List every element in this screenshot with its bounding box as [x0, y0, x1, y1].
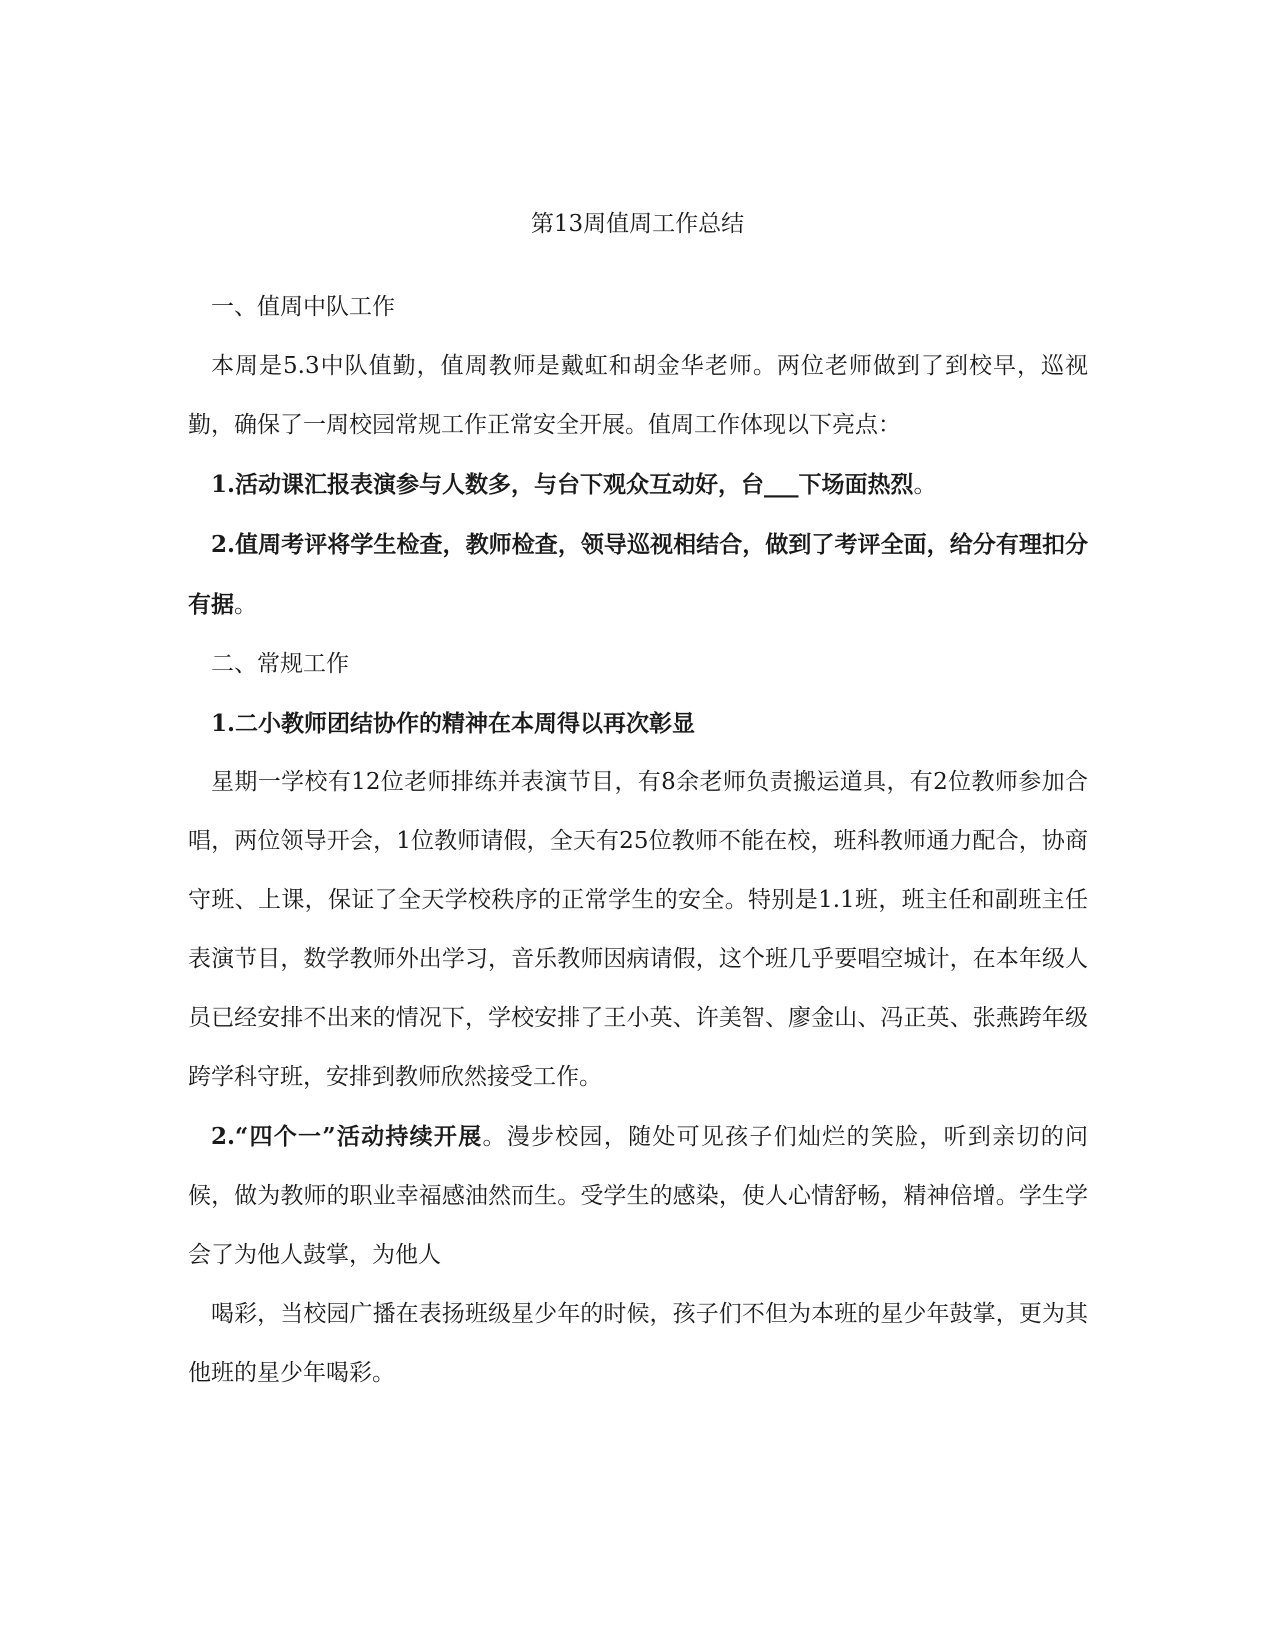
paragraph-cheering: 喝彩，当校园广播在表扬班级星少年的时候，孩子们不但为本班的星少年鼓掌，更为其他班的星少年喝彩。 — [188, 1301, 1088, 1386]
document-title: 第13周值周工作总结 — [530, 211, 745, 237]
routine-point-2-heading: 2.“四个一”活动持续开展 — [211, 1123, 483, 1150]
section-heading-1: 一、值周中队工作 — [211, 294, 395, 320]
paragraph-teacher-cooperation: 星期一学校有12位老师排练并表演节目，有8余老师负责搬运道具，有2位教师参加合唱，两位领导开会，1位教师请假，全天有25位教师不能在校，班科教师通力配合，协商守班、上课，保证了全天学校秩序的正常学生的安全。特别是1.1班，班主任和副班主任表演节目，数学教师外出学习，音乐教师因病请假，这个班几乎要唱空城计，在本年级人员已经安排不出来的情况下，学校安排了王小英、许美智、廖金山、冯正英、张燕跨年级跨学科守班，安排到教师欣然接受工作。 — [188, 769, 1088, 1090]
highlight-point-2 — [188, 515, 1088, 635]
highlight-point-1 — [188, 455, 1088, 515]
routine-point-2 — [188, 1107, 1088, 1285]
routine-point-2-text: 。漫步校园，随处可见孩子们灿烂的笑脸，听到亲切的问候，做为教师的职业幸福感油然而生。受学生的感染，使人心情舒畅，精神倍增。学生学会了为他人鼓掌，为他人 — [188, 1124, 1088, 1268]
section-heading-2: 二、常规工作 — [211, 651, 349, 677]
routine-point-1-heading: 1.二小教师团结协作的精神在本周得以再次彰显 — [211, 710, 696, 737]
highlight-point-2-text: 2.值周考评将学生检查，教师检查，领导巡视相结合，做到了考评全面，给分有理扣分有据 — [188, 531, 1088, 618]
paragraph-duty-team: 本周是5.3中队值勤，值周教师是戴虹和胡金华老师。两位老师做到了到校早，巡视勤，确保了一周校园常规工作正常安全开展。值周工作体现以下亮点： — [188, 353, 1088, 438]
highlight-point-2-end: 。 — [234, 592, 257, 618]
highlight-point-1-text: 1.活动课汇报表演参与人数多，与台下观众互动好，台___下场面热烈 — [211, 471, 914, 498]
highlight-point-1-end: 。 — [913, 472, 937, 498]
document-body — [188, 278, 1088, 1403]
